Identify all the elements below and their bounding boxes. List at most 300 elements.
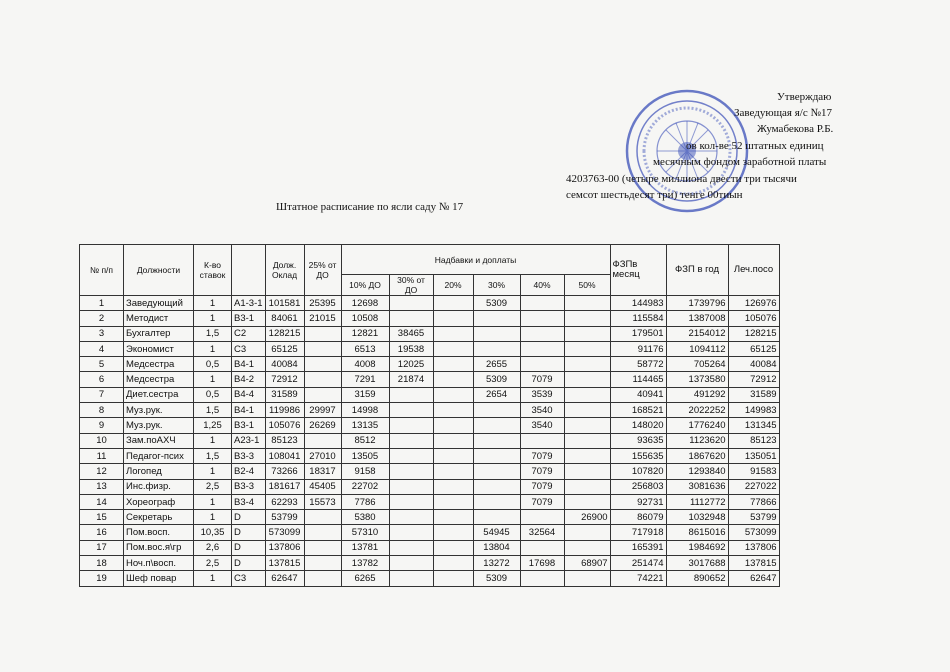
header-num: № п/п xyxy=(80,245,124,296)
table-cell xyxy=(389,311,433,326)
table-row xyxy=(80,556,780,571)
table-cell: 128215 xyxy=(265,326,304,341)
table-cell: 73266 xyxy=(265,464,304,479)
table-cell: 84061 xyxy=(265,311,304,326)
table-cell: Диет.сестра xyxy=(124,387,194,402)
header-position: Должности xyxy=(124,245,194,296)
table-cell: 9158 xyxy=(341,464,389,479)
table-cell: 165391 xyxy=(610,540,666,555)
table-cell: 45405 xyxy=(304,479,341,494)
table-cell: 3017688 xyxy=(666,556,728,571)
table-cell: 1 xyxy=(194,464,232,479)
table-cell: 256803 xyxy=(610,479,666,494)
table-cell: 13781 xyxy=(341,540,389,555)
table-cell: 2,5 xyxy=(194,479,232,494)
table-cell xyxy=(389,403,433,418)
table-cell: 77866 xyxy=(728,494,779,509)
table-cell: 135051 xyxy=(728,448,779,463)
table-row xyxy=(80,571,780,586)
table-cell: 62647 xyxy=(728,571,779,586)
table-cell: 18 xyxy=(80,556,124,571)
table-row xyxy=(80,448,780,463)
table-cell xyxy=(433,525,473,540)
table-cell xyxy=(473,311,520,326)
table-cell xyxy=(520,571,564,586)
table-row xyxy=(80,464,780,479)
subheader-10pct: 10% ДО xyxy=(341,275,389,296)
table-cell: 13272 xyxy=(473,556,520,571)
table-cell: Муз.рук. xyxy=(124,418,194,433)
table-cell: 72912 xyxy=(265,372,304,387)
table-cell: 148020 xyxy=(610,418,666,433)
table-cell: В4-1 xyxy=(232,403,266,418)
table-cell: 2 xyxy=(80,311,124,326)
table-row xyxy=(80,510,780,525)
table-cell: 68907 xyxy=(564,556,610,571)
table-cell: 11 xyxy=(80,448,124,463)
table-cell xyxy=(389,510,433,525)
table-cell: 21015 xyxy=(304,311,341,326)
table-cell xyxy=(433,464,473,479)
table-row xyxy=(80,479,780,494)
table-cell: 2022252 xyxy=(666,403,728,418)
table-row xyxy=(80,540,780,555)
table-cell xyxy=(433,433,473,448)
table-cell: 1123620 xyxy=(666,433,728,448)
table-cell: 1293840 xyxy=(666,464,728,479)
table-cell: 1032948 xyxy=(666,510,728,525)
table-cell: 179501 xyxy=(610,326,666,341)
subheader-20pct: 20% xyxy=(433,275,473,296)
table-cell xyxy=(389,418,433,433)
header-allowances: Надбавки и доплаты xyxy=(341,245,610,275)
table-cell: С2 xyxy=(232,326,266,341)
table-cell: 1 xyxy=(194,311,232,326)
table-row xyxy=(80,341,780,356)
table-cell: 9 xyxy=(80,418,124,433)
approval-line-7: семсот шестьдесят три) тенге 00тиын xyxy=(566,189,743,201)
table-cell: В3-1 xyxy=(232,418,266,433)
table-cell: 7079 xyxy=(520,464,564,479)
table-cell: 0,5 xyxy=(194,357,232,372)
table-cell: С3 xyxy=(232,571,266,586)
table-cell xyxy=(433,418,473,433)
table-cell: 12025 xyxy=(389,357,433,372)
table-cell xyxy=(304,510,341,525)
table-cell: 137806 xyxy=(265,540,304,555)
table-cell: 491292 xyxy=(666,387,728,402)
subheader-40pct: 40% xyxy=(520,275,564,296)
table-cell xyxy=(564,433,610,448)
table-cell: 7291 xyxy=(341,372,389,387)
table-cell: 12698 xyxy=(341,296,389,311)
table-cell: 3159 xyxy=(341,387,389,402)
table-cell: 7786 xyxy=(341,494,389,509)
table-cell xyxy=(433,341,473,356)
table-cell: В2-4 xyxy=(232,464,266,479)
table-cell: 4008 xyxy=(341,357,389,372)
subheader-30pct-do: 30% от ДО xyxy=(389,275,433,296)
table-cell: 144983 xyxy=(610,296,666,311)
table-cell xyxy=(520,540,564,555)
table-row xyxy=(80,357,780,372)
table-cell: Муз.рук. xyxy=(124,403,194,418)
table-cell: 15 xyxy=(80,510,124,525)
table-cell: 2154012 xyxy=(666,326,728,341)
table-cell: 6 xyxy=(80,372,124,387)
table-cell xyxy=(564,387,610,402)
staffing-table xyxy=(79,244,780,587)
table-cell xyxy=(564,341,610,356)
table-cell: Педагог-псих xyxy=(124,448,194,463)
table-cell: 19538 xyxy=(389,341,433,356)
table-cell: 5309 xyxy=(473,571,520,586)
table-cell: 1373580 xyxy=(666,372,728,387)
table-cell: 91176 xyxy=(610,341,666,356)
table-cell: 18317 xyxy=(304,464,341,479)
table-cell: 105076 xyxy=(728,311,779,326)
table-cell xyxy=(473,433,520,448)
header-blank xyxy=(232,245,266,296)
table-cell xyxy=(473,510,520,525)
table-cell xyxy=(564,494,610,509)
table-cell xyxy=(389,464,433,479)
table-cell: 4 xyxy=(80,341,124,356)
table-cell: 1 xyxy=(194,571,232,586)
table-cell: 1 xyxy=(194,494,232,509)
table-cell: 85123 xyxy=(728,433,779,448)
table-cell: 1,5 xyxy=(194,403,232,418)
table-cell: 74221 xyxy=(610,571,666,586)
table-cell xyxy=(473,418,520,433)
approval-line-3: Жумабекова Р.Б. xyxy=(757,123,834,135)
table-cell: С3 xyxy=(232,341,266,356)
approval-line-6: 4203763-00 (четыре миллиона двести три тысячи xyxy=(566,173,797,185)
table-cell: 58772 xyxy=(610,357,666,372)
table-cell xyxy=(564,448,610,463)
table-cell: 1 xyxy=(194,296,232,311)
table-cell: 1 xyxy=(194,372,232,387)
table-cell: 53799 xyxy=(265,510,304,525)
table-cell: В3-4 xyxy=(232,494,266,509)
table-cell: 5380 xyxy=(341,510,389,525)
table-cell: 3540 xyxy=(520,403,564,418)
table-cell: 7 xyxy=(80,387,124,402)
table-cell: 17 xyxy=(80,540,124,555)
table-cell: 101581 xyxy=(265,296,304,311)
table-cell: Пом.восп. xyxy=(124,525,194,540)
table-cell: 10,35 xyxy=(194,525,232,540)
table-cell: Хореограф xyxy=(124,494,194,509)
table-cell xyxy=(304,357,341,372)
table-cell: 6513 xyxy=(341,341,389,356)
table-cell: 72912 xyxy=(728,372,779,387)
table-row xyxy=(80,296,780,311)
table-cell xyxy=(564,571,610,586)
table-cell xyxy=(473,403,520,418)
header-fzp-month: ФЗПв месяц xyxy=(610,245,666,296)
table-cell: Экономист xyxy=(124,341,194,356)
table-cell: 17698 xyxy=(520,556,564,571)
table-cell xyxy=(304,556,341,571)
table-cell xyxy=(433,540,473,555)
table-cell xyxy=(389,433,433,448)
table-cell: 1 xyxy=(194,433,232,448)
table-cell: 38465 xyxy=(389,326,433,341)
table-cell: 22702 xyxy=(341,479,389,494)
table-cell: 1094112 xyxy=(666,341,728,356)
table-cell xyxy=(304,372,341,387)
subheader-30pct: 30% xyxy=(473,275,520,296)
table-cell: 126976 xyxy=(728,296,779,311)
table-cell: 65125 xyxy=(265,341,304,356)
table-cell: 7079 xyxy=(520,479,564,494)
table-cell: 86079 xyxy=(610,510,666,525)
table-cell: Бухгалтер xyxy=(124,326,194,341)
table-cell xyxy=(389,525,433,540)
table-cell xyxy=(389,479,433,494)
table-cell xyxy=(433,556,473,571)
table-cell: 890652 xyxy=(666,571,728,586)
table-body xyxy=(80,296,780,587)
table-cell: 573099 xyxy=(728,525,779,540)
table-cell: 40084 xyxy=(728,357,779,372)
table-cell: 7079 xyxy=(520,448,564,463)
table-cell: 40084 xyxy=(265,357,304,372)
table-row xyxy=(80,494,780,509)
table-cell: 12 xyxy=(80,464,124,479)
table-cell xyxy=(520,326,564,341)
table-cell: Заведующий xyxy=(124,296,194,311)
table-cell xyxy=(433,479,473,494)
table-row xyxy=(80,387,780,402)
table-cell: 26900 xyxy=(564,510,610,525)
table-cell xyxy=(473,341,520,356)
table-cell: 3539 xyxy=(520,387,564,402)
table-cell: 5309 xyxy=(473,372,520,387)
table-cell: 1387008 xyxy=(666,311,728,326)
table-cell: 10508 xyxy=(341,311,389,326)
table-cell xyxy=(564,296,610,311)
table-cell xyxy=(433,403,473,418)
table-row xyxy=(80,525,780,540)
table-row xyxy=(80,311,780,326)
table-cell: 1867620 xyxy=(666,448,728,463)
table-cell: 21874 xyxy=(389,372,433,387)
table-cell: 26269 xyxy=(304,418,341,433)
header-do25: 25% от ДО xyxy=(304,245,341,296)
table-cell: 29997 xyxy=(304,403,341,418)
table-cell xyxy=(433,448,473,463)
table-cell: 181617 xyxy=(265,479,304,494)
table-cell xyxy=(433,311,473,326)
table-cell: 3081636 xyxy=(666,479,728,494)
table-cell xyxy=(304,525,341,540)
table-cell: 149983 xyxy=(728,403,779,418)
table-cell: 105076 xyxy=(265,418,304,433)
table-cell: 137815 xyxy=(728,556,779,571)
table-cell xyxy=(564,372,610,387)
table-cell: 573099 xyxy=(265,525,304,540)
table-cell: 2,6 xyxy=(194,540,232,555)
table-cell: В3-3 xyxy=(232,448,266,463)
table-cell: 2654 xyxy=(473,387,520,402)
table-cell xyxy=(389,494,433,509)
table-cell xyxy=(564,525,610,540)
table-cell: 93635 xyxy=(610,433,666,448)
table-cell: 13804 xyxy=(473,540,520,555)
table-cell xyxy=(520,296,564,311)
table-cell: 27010 xyxy=(304,448,341,463)
table-cell: 1739796 xyxy=(666,296,728,311)
table-cell: 128215 xyxy=(728,326,779,341)
table-cell xyxy=(564,418,610,433)
table-cell: 8512 xyxy=(341,433,389,448)
table-cell xyxy=(304,540,341,555)
table-cell: 12821 xyxy=(341,326,389,341)
table-cell: 13135 xyxy=(341,418,389,433)
table-cell: Логопед xyxy=(124,464,194,479)
table-cell: 107820 xyxy=(610,464,666,479)
table-cell xyxy=(473,479,520,494)
table-cell xyxy=(389,556,433,571)
table-cell: 5309 xyxy=(473,296,520,311)
table-cell xyxy=(473,448,520,463)
table-cell: Шеф повар xyxy=(124,571,194,586)
table-cell: 13 xyxy=(80,479,124,494)
table-cell xyxy=(304,326,341,341)
table-cell: 119986 xyxy=(265,403,304,418)
table-cell xyxy=(473,494,520,509)
table-cell: В3-3 xyxy=(232,479,266,494)
table-cell xyxy=(520,357,564,372)
subheader-50pct: 50% xyxy=(564,275,610,296)
header-treatment: Леч.посо xyxy=(728,245,779,296)
table-cell: 92731 xyxy=(610,494,666,509)
table-row xyxy=(80,372,780,387)
approval-line-4: ов кол-ве 52 штатных единиц xyxy=(686,140,824,152)
table-cell: 13505 xyxy=(341,448,389,463)
table-cell: 7079 xyxy=(520,494,564,509)
table-cell: 57310 xyxy=(341,525,389,540)
table-cell xyxy=(389,296,433,311)
table-cell: А1-3-1 xyxy=(232,296,266,311)
table-cell xyxy=(433,357,473,372)
table-cell xyxy=(433,494,473,509)
table-cell xyxy=(433,296,473,311)
table-cell xyxy=(389,571,433,586)
table-cell xyxy=(433,571,473,586)
table-cell: 32564 xyxy=(520,525,564,540)
table-cell: 168521 xyxy=(610,403,666,418)
table-cell xyxy=(304,571,341,586)
table-cell xyxy=(304,341,341,356)
table-cell: 155635 xyxy=(610,448,666,463)
table-cell: Ноч.п\восп. xyxy=(124,556,194,571)
table-cell: 131345 xyxy=(728,418,779,433)
table-cell: 8 xyxy=(80,403,124,418)
table-cell xyxy=(564,403,610,418)
header-rates: К-во ставок xyxy=(194,245,232,296)
table-cell xyxy=(389,448,433,463)
table-cell: В4-1 xyxy=(232,357,266,372)
table-row xyxy=(80,418,780,433)
table-cell xyxy=(564,311,610,326)
table-cell: Методист xyxy=(124,311,194,326)
table-cell: 5 xyxy=(80,357,124,372)
table-cell: D xyxy=(232,525,266,540)
table-cell: 54945 xyxy=(473,525,520,540)
table-cell: 19 xyxy=(80,571,124,586)
table-cell: В4-4 xyxy=(232,387,266,402)
table-cell xyxy=(304,387,341,402)
document-title: Штатное расписание по ясли саду № 17 xyxy=(276,201,464,213)
table-cell: 1,25 xyxy=(194,418,232,433)
table-cell xyxy=(389,387,433,402)
table-cell xyxy=(564,479,610,494)
table-cell: 115584 xyxy=(610,311,666,326)
table-cell: В4-2 xyxy=(232,372,266,387)
table-row xyxy=(80,403,780,418)
table-cell: 14998 xyxy=(341,403,389,418)
table-cell: 1776240 xyxy=(666,418,728,433)
table-cell xyxy=(564,464,610,479)
table-cell: Инс.физр. xyxy=(124,479,194,494)
approval-line-5: месячным фондом заработной платы xyxy=(653,156,827,168)
table-cell xyxy=(433,387,473,402)
table-cell: 227022 xyxy=(728,479,779,494)
table-row xyxy=(80,433,780,448)
table-cell xyxy=(433,510,473,525)
table-cell: 705264 xyxy=(666,357,728,372)
table-cell: 1,5 xyxy=(194,448,232,463)
table-cell: 6265 xyxy=(341,571,389,586)
approval-line-2: Заведующая я/с №17 xyxy=(734,107,832,119)
table-cell: 1,5 xyxy=(194,326,232,341)
table-cell xyxy=(433,326,473,341)
table-cell xyxy=(564,326,610,341)
table-cell xyxy=(433,372,473,387)
table-cell: 2655 xyxy=(473,357,520,372)
table-cell: Медсестра xyxy=(124,372,194,387)
table-cell: В3-1 xyxy=(232,311,266,326)
table-cell: 1 xyxy=(80,296,124,311)
table-cell xyxy=(520,510,564,525)
table-cell: 10 xyxy=(80,433,124,448)
table-cell: 14 xyxy=(80,494,124,509)
table-cell xyxy=(564,540,610,555)
table-cell: 7079 xyxy=(520,372,564,387)
table-cell: 2,5 xyxy=(194,556,232,571)
table-cell: 251474 xyxy=(610,556,666,571)
table-cell xyxy=(389,540,433,555)
table-cell: 1 xyxy=(194,341,232,356)
table-cell: 40941 xyxy=(610,387,666,402)
approval-line-1: Утверждаю xyxy=(777,91,832,103)
table-cell: 65125 xyxy=(728,341,779,356)
table-cell: 16 xyxy=(80,525,124,540)
table-cell xyxy=(473,464,520,479)
table-cell: 8615016 xyxy=(666,525,728,540)
table-cell: Пом.вос.я\гр xyxy=(124,540,194,555)
table-cell: 1 xyxy=(194,510,232,525)
table-cell: 53799 xyxy=(728,510,779,525)
table-cell: 31589 xyxy=(728,387,779,402)
table-cell: D xyxy=(232,540,266,555)
table-cell: Медсестра xyxy=(124,357,194,372)
table-cell: 15573 xyxy=(304,494,341,509)
table-cell: 91583 xyxy=(728,464,779,479)
